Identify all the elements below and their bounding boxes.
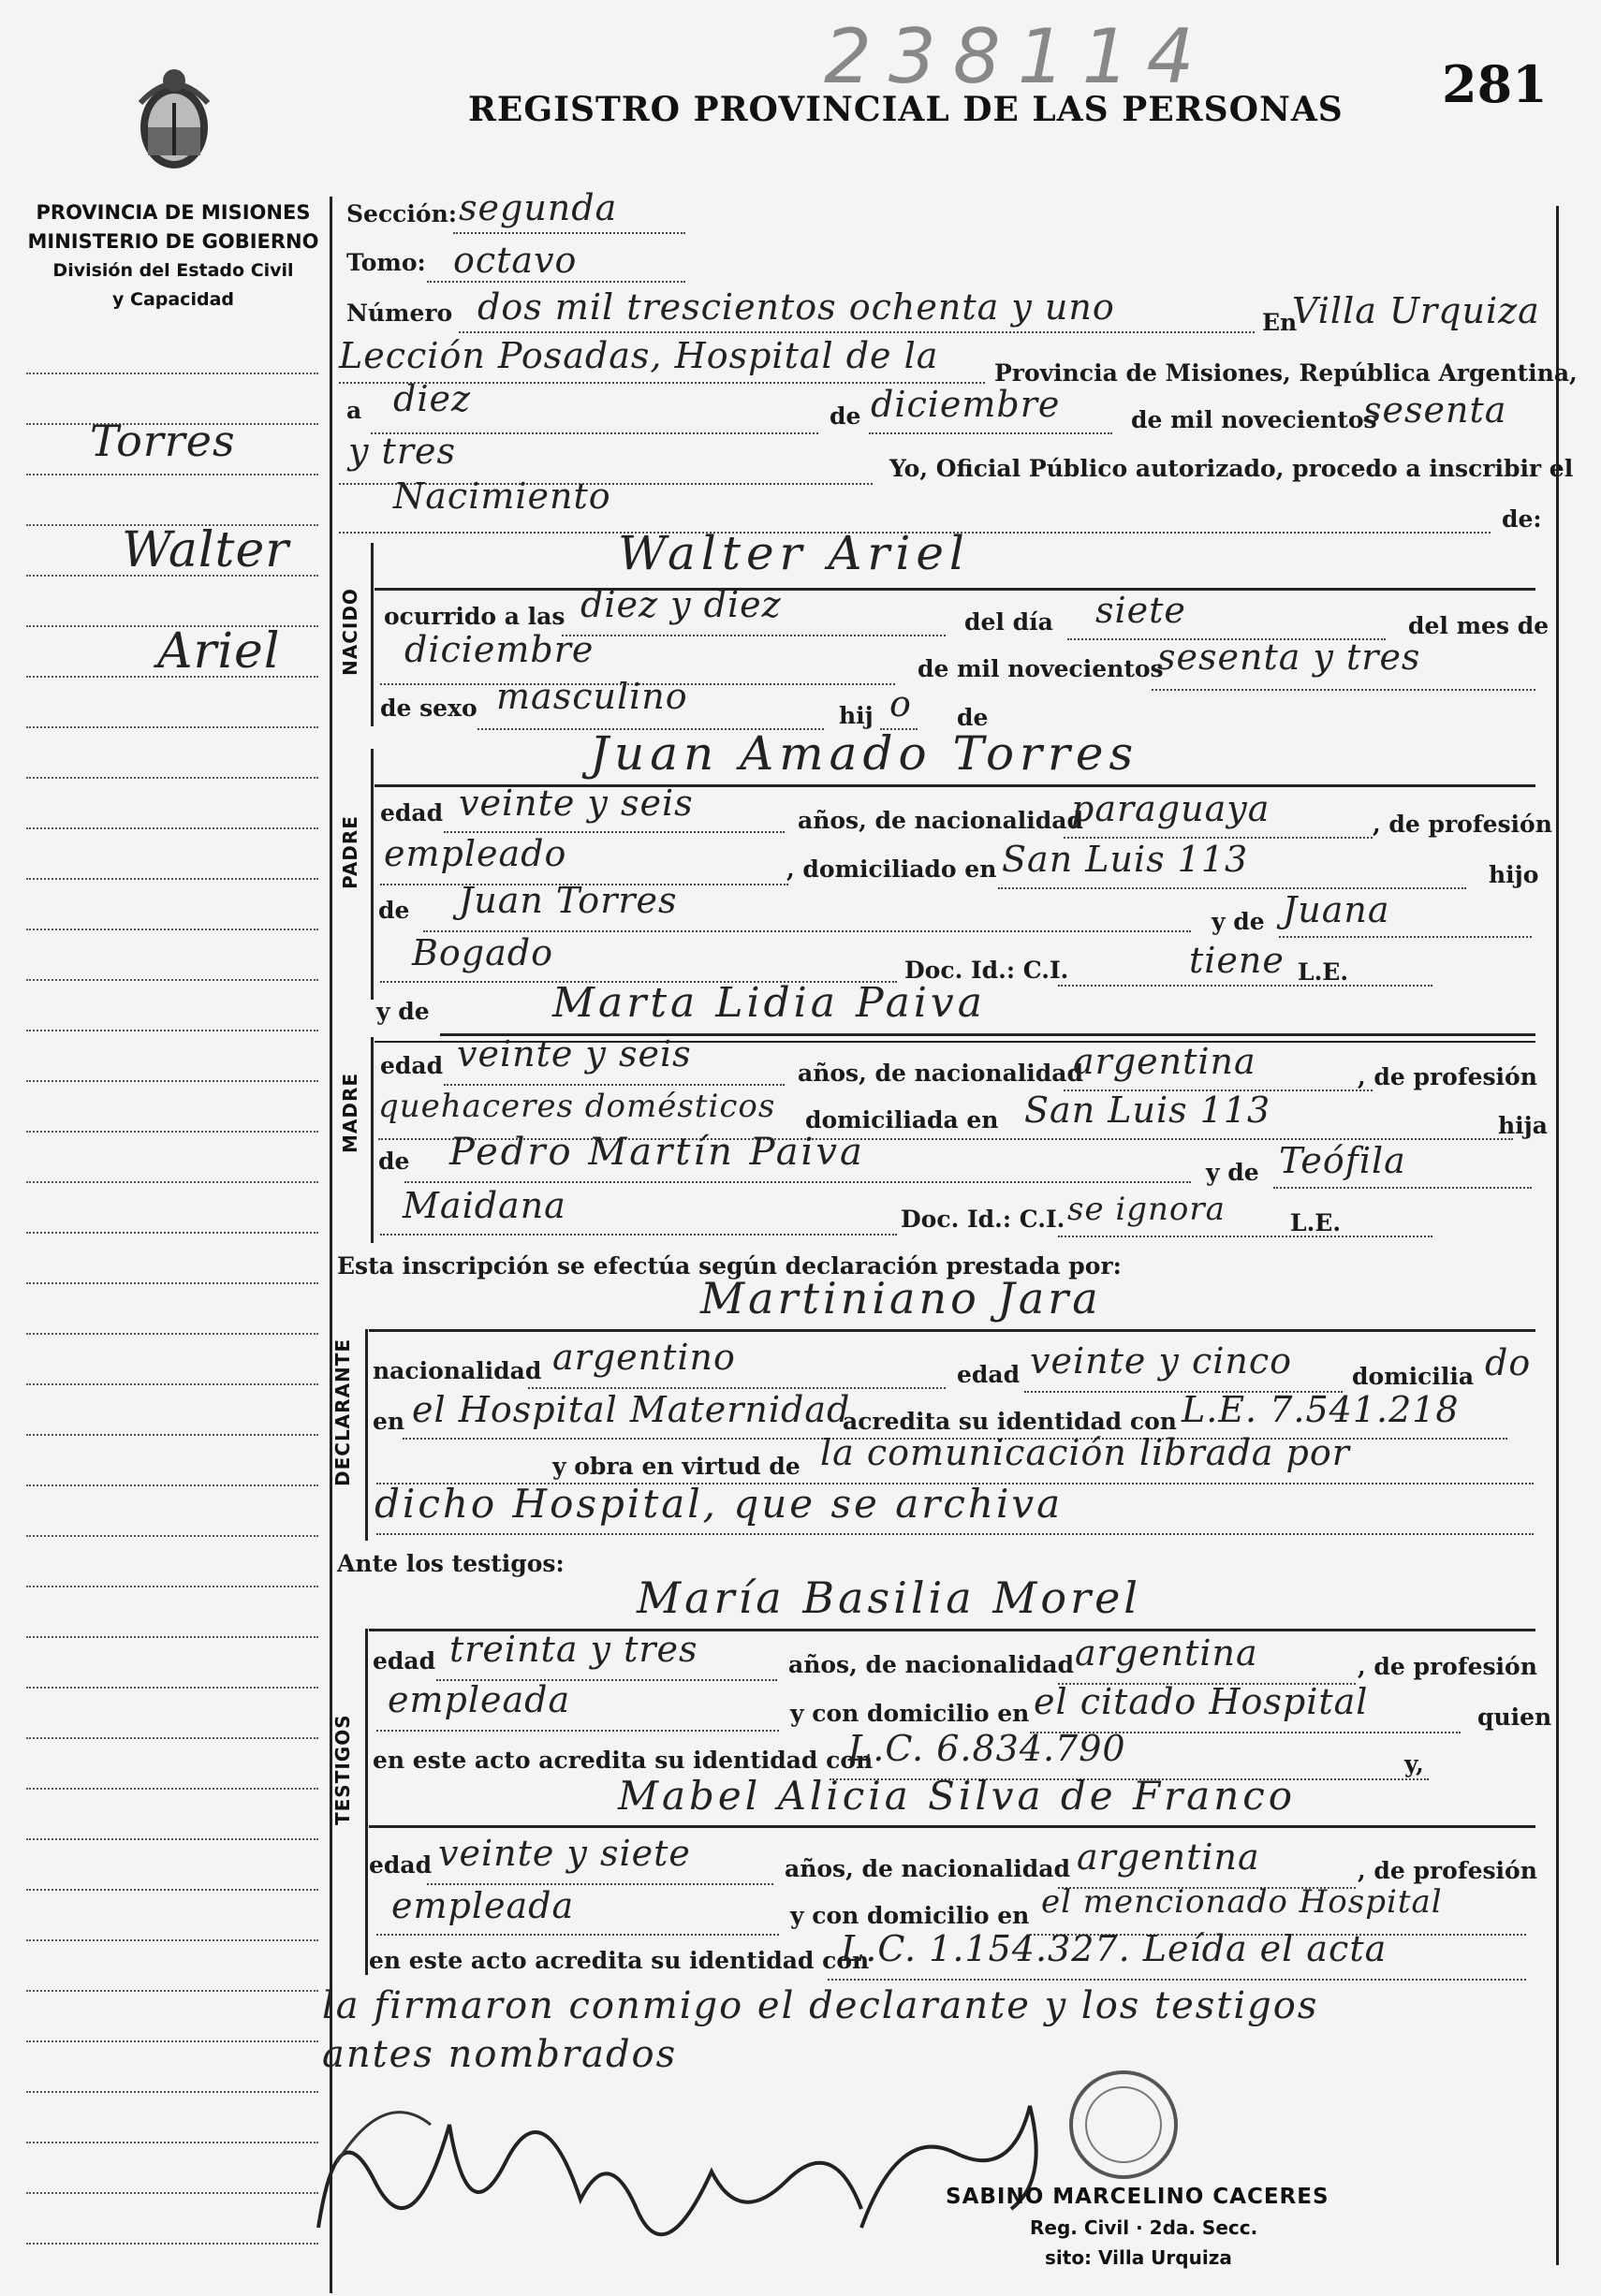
madre-bracket — [371, 1037, 374, 1243]
testigo-1-prof-value: empleada — [388, 1679, 571, 1720]
declarante-name: Martiniano Jara — [700, 1273, 1102, 1323]
nacido-name: Walter Ariel — [618, 526, 970, 580]
testigo-1-dom-label: y con domicilio en — [790, 1700, 1030, 1727]
year-value-1: sesenta — [1363, 389, 1507, 431]
margin-rule — [26, 2192, 318, 2194]
padre-dom-line — [998, 887, 1466, 889]
testigo-1-nac-value: argentina — [1075, 1632, 1258, 1674]
declarante-acredita-label: acredita su identidad con — [843, 1408, 1177, 1435]
padre-nac-label: años, de nacionalidad — [798, 807, 1083, 834]
margin-rule — [26, 1535, 318, 1537]
seccion-label: Sección: — [346, 200, 457, 227]
padre-father-value: Juan Torres — [459, 880, 678, 921]
madre-dom-value: San Luis 113 — [1024, 1090, 1271, 1131]
margin-rule — [26, 1687, 318, 1689]
declarante-intro: Esta inscripción se efectúa según declaración prestada por: — [337, 1252, 1122, 1280]
margin-rule — [26, 1030, 318, 1031]
testigo-1-nac-label: años, de nacionalidad — [788, 1651, 1074, 1678]
numero-value: dos mil trescientos ochenta y uno — [477, 286, 1115, 328]
closing-line-1: la firmaron conmigo el declarante y los testigos — [322, 1984, 1319, 2027]
padre-y-de-label: y de — [1212, 908, 1265, 935]
madre-y-de-label-2: y de — [1206, 1159, 1259, 1186]
yo-text: Yo, Oficial Público autorizado, procedo a inscribir el — [889, 455, 1574, 482]
margin-rule — [26, 1586, 318, 1587]
day-value: diez — [393, 378, 471, 419]
testigo-2-prof-line — [376, 1934, 779, 1936]
testigo-2-nac-label: años, de nacionalidad — [785, 1855, 1070, 1882]
en-value-2: Lección Posadas, Hospital de la — [339, 335, 939, 376]
declarante-dom-label: domicilia — [1352, 1363, 1475, 1390]
madre-le-label: L.E. — [1290, 1209, 1342, 1236]
padre-prof-label: , de profesión — [1373, 811, 1552, 838]
margin-rule — [26, 1889, 318, 1891]
org-line-capacity: y Capacidad — [112, 289, 234, 310]
tomo-line — [427, 281, 685, 283]
page-number: 281 — [1442, 54, 1548, 114]
mes-value: diciembre — [404, 629, 595, 670]
org-block — [19, 198, 328, 314]
official-name: SABINO MARCELINO CACERES — [946, 2185, 1329, 2209]
margin-rule — [26, 1990, 318, 1992]
testigos-section-label: TESTIGOS — [331, 1714, 354, 1825]
nacido-bracket — [371, 543, 374, 726]
padre-section-label: PADRE — [339, 815, 361, 889]
coat-of-arms-icon — [129, 66, 219, 176]
testigo-1-prof-label: , de profesión — [1358, 1653, 1537, 1680]
testigo-2-edad-label: edad — [369, 1851, 433, 1879]
madre-de-label: de — [378, 1148, 410, 1175]
margin-rule — [26, 726, 318, 728]
declarante-nac-label: nacionalidad — [373, 1357, 542, 1384]
padre-mother-value-1: Juana — [1283, 889, 1390, 930]
stamp-number: 238114 — [824, 13, 1212, 100]
en-value-1: Villa Urquiza — [1292, 290, 1540, 331]
testigo-2-edad-value: veinte y siete — [438, 1833, 691, 1874]
margin-rule — [26, 2142, 318, 2143]
declarante-bracket — [365, 1329, 368, 1541]
padre-dom-value: San Luis 113 — [1002, 839, 1249, 880]
hora-line — [562, 635, 946, 636]
testigo-1-y-label: y, — [1404, 1750, 1424, 1777]
sexo-label: de sexo — [380, 695, 477, 722]
hijo-suffix: o — [889, 683, 912, 724]
testigos-bracket — [365, 1629, 368, 1975]
margin-rule — [26, 878, 318, 880]
month-line — [869, 432, 1112, 434]
declarante-edad-label: edad — [957, 1361, 1021, 1388]
madre-hija-label: hija — [1498, 1112, 1548, 1139]
padre-bracket — [371, 749, 374, 1000]
margin-surname: Torres — [90, 416, 236, 466]
margin-rule — [26, 827, 318, 829]
declarante-obra-value-1: la comunicación librada por — [820, 1432, 1350, 1473]
declarante-acredita-value: L.E. 7.541.218 — [1182, 1389, 1460, 1430]
margin-rule — [26, 1131, 318, 1133]
declarante-section-label: DECLARANTE — [331, 1338, 354, 1486]
testigos-intro: Ante los testigos: — [337, 1550, 565, 1577]
margin-rule — [26, 1939, 318, 1941]
de-mil-label: de mil novecientos — [1131, 406, 1377, 433]
padre-edad-value: veinte y seis — [459, 782, 694, 824]
madre-y-de-label: y de — [376, 998, 430, 1025]
testigo-1-dom-value: el citado Hospital — [1034, 1681, 1369, 1722]
madre-prof-value: quehaceres domésticos — [378, 1088, 776, 1125]
testigo-1-name: María Basilia Morel — [637, 1572, 1142, 1623]
seccion-value: segunda — [459, 187, 618, 228]
margin-rule — [26, 1181, 318, 1183]
madre-nac-value: argentina — [1073, 1041, 1256, 1082]
madre-edad-label: edad — [380, 1052, 444, 1079]
del-dia-label: del día — [964, 608, 1053, 636]
madre-edad-value: veinte y seis — [457, 1033, 692, 1075]
madre-mother-value-1: Teófila — [1279, 1140, 1406, 1181]
padre-name: Juan Amado Torres — [590, 726, 1139, 781]
margin-rule — [26, 2091, 318, 2093]
hora-value: diez y diez — [580, 584, 782, 625]
margin-rule — [26, 2040, 318, 2042]
de-colon: de: — [1502, 505, 1542, 533]
margin-rule — [26, 474, 318, 475]
hijo-de-label: de — [957, 704, 989, 731]
testigo-1-prof-line — [376, 1730, 779, 1732]
anio-line — [1152, 689, 1535, 691]
declarante-name-line — [369, 1329, 1535, 1332]
madre-mother-line-2 — [380, 1234, 897, 1236]
padre-doc-label: Doc. Id.: C.I. — [904, 957, 1069, 984]
margin-given-name-2: Ariel — [157, 623, 281, 680]
org-line-division: División del Estado Civil — [52, 260, 294, 281]
tomo-value: octavo — [453, 240, 578, 281]
testigo-2-dom-label: y con domicilio en — [790, 1902, 1030, 1929]
madre-edad-line — [444, 1084, 785, 1086]
testigo-1-id: L.C. 6.834.790 — [848, 1728, 1126, 1769]
margin-rule — [26, 1788, 318, 1790]
del-mes-label: del mes de — [1408, 612, 1550, 639]
margin-rule — [26, 1838, 318, 1840]
padre-hijo-label: hijo — [1489, 861, 1539, 888]
a-label: a — [346, 397, 362, 424]
madre-mother-value-2: Maidana — [403, 1185, 566, 1226]
testigo-2-id-line — [828, 1979, 1526, 1981]
nacido-de-mil-label: de mil novecientos — [918, 655, 1164, 682]
testigo-1-quien-label: quien — [1477, 1704, 1552, 1731]
padre-dom-label: , domiciliado en — [786, 856, 997, 883]
madre-father-value: Pedro Martín Paiva — [449, 1131, 865, 1174]
month-value: diciembre — [871, 384, 1061, 425]
declarante-obra-line-2 — [376, 1533, 1534, 1535]
padre-doc-line — [1058, 985, 1432, 987]
right-border — [1556, 206, 1559, 2265]
declarante-dom-value: do — [1485, 1342, 1532, 1383]
margin-rule — [26, 2243, 318, 2245]
testigo-1-edad-label: edad — [373, 1647, 436, 1674]
madre-father-line — [404, 1181, 1191, 1183]
madre-nac-label: años, de nacionalidad — [798, 1060, 1083, 1087]
madre-prof-label: , de profesión — [1358, 1063, 1537, 1090]
official-line-2: Reg. Civil · 2da. Secc. — [1030, 2216, 1258, 2239]
margin-rule — [26, 1484, 318, 1486]
margin-rule — [26, 1232, 318, 1234]
de-label: de — [830, 402, 861, 430]
margin-rule — [26, 979, 318, 981]
testigo-1-edad-value: treinta y tres — [449, 1629, 698, 1670]
testigo-1-acredita-label: en este acto acredita su identidad con — [373, 1747, 874, 1774]
padre-edad-label: edad — [380, 799, 444, 826]
padre-prof-value: empleado — [384, 833, 567, 874]
org-line-province: PROVINCIA DE MISIONES — [36, 201, 311, 224]
seccion-line — [453, 232, 685, 234]
declarante-obra-label: y obra en virtud de — [552, 1453, 800, 1480]
testigo-2-nac-value: argentina — [1077, 1836, 1260, 1878]
sexo-value: masculino — [496, 676, 688, 717]
testigo-2-name-line — [369, 1825, 1535, 1828]
acto-value: Nacimiento — [393, 475, 611, 517]
margin-rule — [26, 1080, 318, 1082]
margin-rule — [26, 1383, 318, 1385]
madre-mother-line-1 — [1273, 1187, 1532, 1189]
en-label: En — [1262, 309, 1298, 336]
dia-value: siete — [1095, 590, 1186, 631]
official-line-3: sito: Villa Urquiza — [1045, 2246, 1232, 2269]
padre-doc-value: tiene — [1189, 940, 1285, 981]
margin-rule — [26, 1636, 318, 1638]
declarante-edad-value: veinte y cinco — [1030, 1340, 1293, 1382]
padre-le-label: L.E. — [1298, 958, 1349, 986]
margin-given-name-1: Walter — [122, 522, 290, 578]
margin-rule — [26, 929, 318, 930]
nacido-section-label: NACIDO — [339, 588, 361, 676]
margin-rule — [26, 1434, 318, 1436]
tomo-label: Tomo: — [346, 249, 426, 276]
madre-doc-value: se ignora — [1067, 1191, 1226, 1228]
madre-dom-label: domiciliada en — [805, 1106, 999, 1133]
closing-line-2: antes nombrados — [322, 2033, 678, 2076]
testigo-2-id: L.C. 1.154.327. Leída el acta — [841, 1928, 1388, 1969]
madre-name: Marta Lidia Paiva — [552, 979, 986, 1027]
nacido-name-line — [375, 588, 1535, 591]
testigo-2-prof-value: empleada — [391, 1885, 575, 1926]
numero-line — [459, 331, 1255, 333]
hijo-label: hij — [839, 702, 874, 729]
testigo-2-dom-value: el mencionado Hospital — [1041, 1883, 1443, 1921]
testigo-2-name: Mabel Alicia Silva de Franco — [618, 1773, 1297, 1819]
margin-rule — [26, 1333, 318, 1335]
padre-mother-line-1 — [1279, 936, 1532, 938]
declarante-nac-value: argentino — [552, 1337, 736, 1378]
testigo-2-prof-label: , de profesión — [1358, 1857, 1537, 1884]
margin-rule — [26, 777, 318, 779]
declarante-obra-value-2: dicho Hospital, que se archiva — [375, 1481, 1064, 1527]
declarante-en-label: en — [373, 1408, 405, 1435]
padre-mother-value-2: Bogado — [412, 932, 553, 973]
page-title: REGISTRO PROVINCIAL DE LAS PERSONAS — [468, 90, 1344, 129]
declarante-en-value: el Hospital Maternidad — [412, 1389, 851, 1430]
madre-section-label: MADRE — [339, 1072, 361, 1153]
testigo-2-acredita-label: en este acto acredita su identidad con — [369, 1947, 870, 1974]
ocurrido-label: ocurrido a las — [384, 603, 565, 630]
padre-de-label: de — [378, 897, 410, 924]
margin-rule — [26, 373, 318, 374]
madre-doc-line — [1058, 1236, 1432, 1237]
anio-value: sesenta y tres — [1157, 636, 1421, 678]
margin-rule — [26, 1737, 318, 1739]
margin-rule — [26, 1282, 318, 1284]
left-column-divider — [330, 197, 332, 2293]
numero-label: Número — [346, 300, 453, 327]
year-value-2: y tres — [348, 431, 456, 472]
provincia-text: Provincia de Misiones, República Argentina, — [994, 359, 1578, 387]
org-line-ministry: MINISTERIO DE GOBIERNO — [27, 230, 319, 253]
madre-doc-label: Doc. Id.: C.I. — [901, 1206, 1065, 1233]
padre-nac-value: paraguaya — [1071, 788, 1271, 829]
